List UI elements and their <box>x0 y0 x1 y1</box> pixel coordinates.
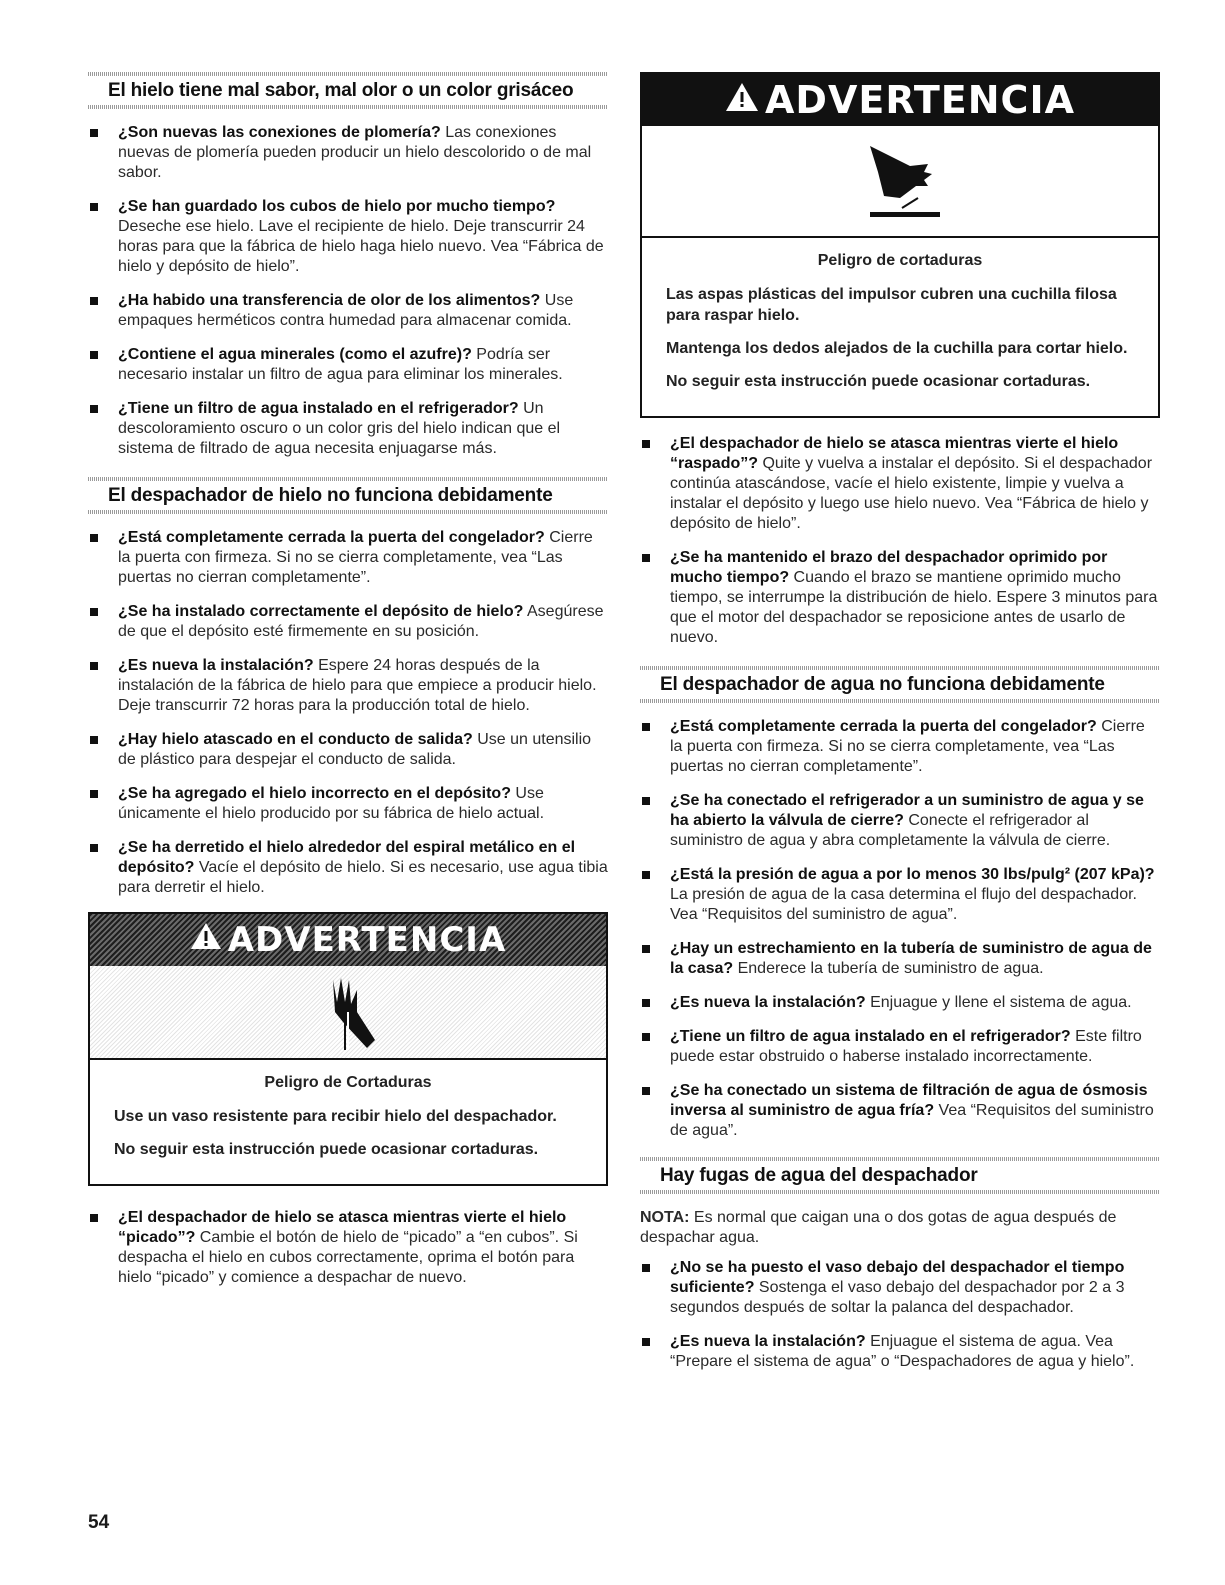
list-item: ¿Tiene un filtro de agua instalado en el refrigerador? Un descoloramiento oscuro o un color gris del hielo indican que el sistema de filtrado de agua necesita enjuagarse más. <box>88 399 608 459</box>
warning-line: Mantenga los dedos alejados de la cuchilla para cortar hielo. <box>666 340 1128 357</box>
list-item: ¿Se ha conectado el refrigerador a un suministro de agua y se ha abierto la válvula de cierre? Conecte el refrigerador al suministro de agua y abra completamente la válvula de cierre. <box>640 791 1160 851</box>
section-title: El despachador de agua no funciona debidamente <box>660 674 1105 695</box>
warning-box-glass <box>88 912 608 1186</box>
bullet-icon <box>90 534 98 542</box>
bullet-icon <box>90 405 98 413</box>
warning-box-blade <box>640 72 1160 418</box>
section-header-water-leak <box>640 1157 1160 1194</box>
list-item: ¿No se ha puesto el vaso debajo del despachador el tiempo suficiente? Sostenga el vaso debajo del despachador por 2 a 3 segundos después de soltar la palanca del despachador. <box>640 1258 1160 1318</box>
warning-banner: ADVERTENCIA <box>90 914 606 966</box>
bullet-icon <box>90 1214 98 1222</box>
bullet-icon <box>90 790 98 798</box>
bullet-icon <box>90 203 98 211</box>
warning-triangle-icon <box>725 78 759 122</box>
warning-line: Use un vaso resistente para recibir hielo del despachador. <box>114 1108 557 1125</box>
list-item: ¿Se han guardado los cubos de hielo por mucho tiempo? Deseche ese hielo. Lave el recipiente de hielo. Deje transcurrir 24 horas para que la fábrica de hielo haga hielo nuevo. Vea “Fábrica de hielo y depósito de hielo”. <box>88 197 608 277</box>
section-title: Hay fugas de agua del despachador <box>660 1165 978 1186</box>
jam-list <box>640 434 1160 648</box>
bullet-icon <box>642 1087 650 1095</box>
list-item: ¿Está completamente cerrada la puerta del congelador? Cierre la puerta con firmeza. Si no se cierra completamente, vea “Las puertas no cierran completamente”. <box>640 717 1160 777</box>
left-column <box>88 72 608 1302</box>
water-leak-list <box>640 1258 1160 1372</box>
warning-line: Las aspas plásticas del impulsor cubren una cuchilla filosa para raspar hielo. <box>666 286 1117 324</box>
list-item: ¿Está completamente cerrada la puerta del congelador? Cierre la puerta con firmeza. Si no se cierra completamente, vea “Las puertas no cierran completamente”. <box>88 528 608 588</box>
list-item: ¿Se ha derretido el hielo alrededor del espiral metálico en el depósito? Vacíe el depósito de hielo. Si es necesario, use agua tibia para derretir el hielo. <box>88 838 608 898</box>
list-item: ¿Son nuevas las conexiones de plomería? Las conexiones nuevas de plomería pueden producir un hielo descolorido o de mal sabor. <box>88 123 608 183</box>
bullet-icon <box>642 999 650 1007</box>
list-item: ¿Tiene un filtro de agua instalado en el refrigerador? Este filtro puede estar obstruido o haberse instalado incorrectamente. <box>640 1027 1160 1067</box>
section-header-ice-taste <box>88 72 608 109</box>
bullet-icon <box>90 844 98 852</box>
bullet-icon <box>642 1338 650 1346</box>
ice-dispenser-list <box>88 528 608 898</box>
warning-line: No seguir esta instrucción puede ocasionar cortaduras. <box>666 373 1091 390</box>
section-header-water-dispenser <box>640 666 1160 703</box>
bullet-icon <box>642 945 650 953</box>
list-item: ¿Contiene el agua minerales (como el azufre)? Podría ser necesario instalar un filtro de agua para eliminar los minerales. <box>88 345 608 385</box>
list-item: ¿Es nueva la instalación? Espere 24 horas después de la instalación de la fábrica de hielo para que empiece a producir hielo. Deje transcurrir 72 horas para la producción total de hielo. <box>88 656 608 716</box>
crushed-ice-list <box>88 1208 608 1288</box>
bullet-icon <box>642 1264 650 1272</box>
warning-triangle-icon <box>190 920 222 960</box>
right-column <box>640 72 1160 1386</box>
section-title: El despachador de hielo no funciona debidamente <box>108 485 553 506</box>
list-item: ¿Es nueva la instalación? Enjuague el sistema de agua. Vea “Prepare el sistema de agua” o “Despachadores de agua y hielo”. <box>640 1332 1160 1372</box>
warning-body <box>90 1060 606 1184</box>
warning-banner: ADVERTENCIA <box>642 74 1158 126</box>
bullet-icon <box>642 554 650 562</box>
list-item: ¿Se ha mantenido el brazo del despachador oprimido por mucho tiempo? Cuando el brazo se mantiene oprimido mucho tiempo, se interrumpe la distribución de hielo. Espere 3 minutos para que el motor del despachador se reposicione antes de usarlo de nuevo. <box>640 548 1160 648</box>
warning-body <box>642 238 1158 416</box>
cut-hazard-hand-icon <box>90 966 606 1060</box>
bullet-icon <box>642 797 650 805</box>
bullet-icon <box>90 129 98 137</box>
ice-taste-list <box>88 123 608 459</box>
bullet-icon <box>90 351 98 359</box>
warning-subtitle: Peligro de cortaduras <box>817 252 983 269</box>
bullet-icon <box>642 871 650 879</box>
list-item: ¿Se ha agregado el hielo incorrecto en el depósito? Use únicamente el hielo producido por su fábrica de hielo actual. <box>88 784 608 824</box>
list-item: ¿El despachador de hielo se atasca mientras vierte el hielo “picado”? Cambie el botón de hielo de “picado” a “en cubos”. Si despacha el hielo en cubos correctamente, oprima el botón para hielo “picado” y comience a despachar de nuevo. <box>88 1208 608 1288</box>
list-item: ¿Se ha conectado un sistema de filtración de agua de ósmosis inversa al suministro de agua fría? Vea “Requisitos del suministro de agua”. <box>640 1081 1160 1141</box>
blade-hazard-hand-icon <box>642 126 1158 238</box>
bullet-icon <box>90 662 98 670</box>
bullet-icon <box>642 440 650 448</box>
list-item: ¿Se ha instalado correctamente el depósito de hielo? Asegúrese de que el depósito esté firmemente en su posición. <box>88 602 608 642</box>
bullet-icon <box>90 297 98 305</box>
list-item: ¿El despachador de hielo se atasca mientras vierte el hielo “raspado”? Quite y vuelva a instalar el depósito. Si el despachador continúa atascándose, vacíe el hielo existente, limpie y vuelva a instalar el depósito y luego use hielo nuevo. Vea “Fábrica de hielo y depósito de hielo”. <box>640 434 1160 534</box>
warning-line: No seguir esta instrucción puede ocasionar cortaduras. <box>114 1141 539 1158</box>
list-item: ¿Hay hielo atascado en el conducto de salida? Use un utensilio de plástico para despejar el conducto de salida. <box>88 730 608 770</box>
list-item: ¿Es nueva la instalación? Enjuague y llene el sistema de agua. <box>640 993 1160 1013</box>
bullet-icon <box>90 736 98 744</box>
section-title: El hielo tiene mal sabor, mal olor o un color grisáceo <box>108 80 574 101</box>
bullet-icon <box>90 608 98 616</box>
list-item: ¿Hay un estrechamiento en la tubería de suministro de agua de la casa? Enderece la tubería de suministro de agua. <box>640 939 1160 979</box>
bullet-icon <box>642 1033 650 1041</box>
page-number: 54 <box>88 1512 110 1533</box>
note-paragraph: NOTA: Es normal que caigan una o dos gotas de agua después de despachar agua. <box>640 1209 1117 1246</box>
water-dispenser-list <box>640 717 1160 1141</box>
list-item: ¿Está la presión de agua a por lo menos 30 lbs/pulg² (207 kPa)? La presión de agua de la casa determina el flujo del despachador. Vea “Requisitos del suministro de agua”. <box>640 865 1160 925</box>
bullet-icon <box>642 723 650 731</box>
warning-subtitle: Peligro de Cortaduras <box>264 1074 432 1091</box>
list-item: ¿Ha habido una transferencia de olor de los alimentos? Use empaques herméticos contra humedad para almacenar comida. <box>88 291 608 331</box>
section-header-ice-dispenser <box>88 477 608 514</box>
